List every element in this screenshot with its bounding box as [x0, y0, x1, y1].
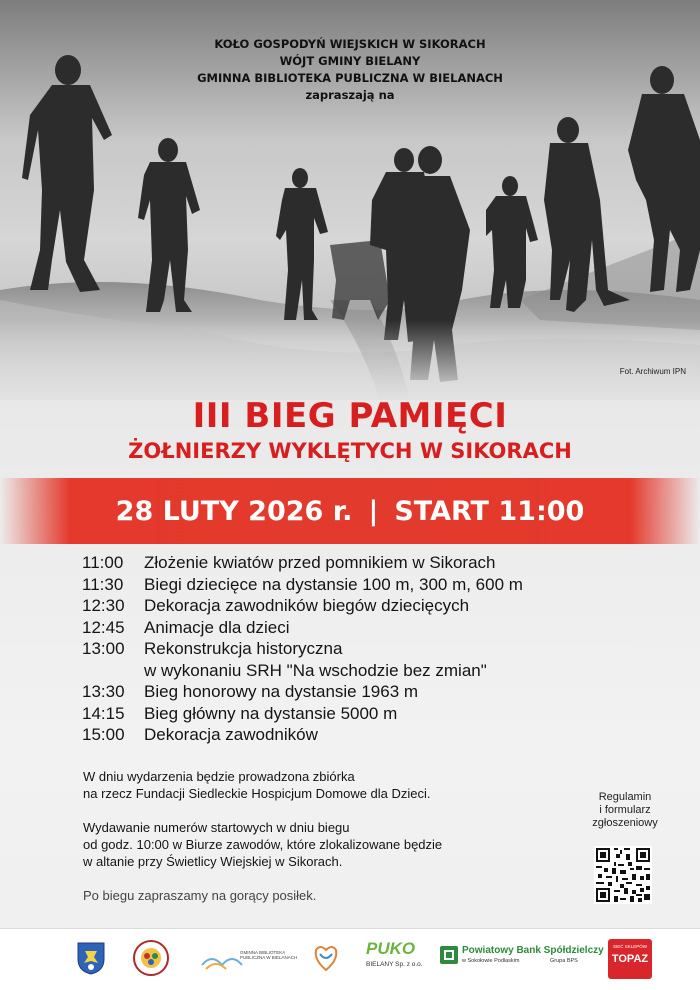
schedule-row: [82, 552, 682, 574]
bib-line-2: od godz. 10:00 w Biurze zawodów, które zlokalizowane będzie: [83, 837, 443, 852]
band-separator: |: [368, 495, 379, 527]
schedule-row: [82, 703, 682, 725]
meal-info: Po biegu zapraszamy na gorący posiłek.: [83, 888, 317, 903]
schedule-desc: Bieg główny na dystansie 5000 m: [144, 703, 398, 723]
schedule-time: 12:30: [82, 596, 125, 615]
bib-line-1: Wydawanie numerów startowych w dniu biegu: [83, 820, 350, 835]
date-start-band: [0, 478, 700, 544]
schedule-row: [82, 574, 682, 596]
schedule-desc: Biegi dziecięce na dystansie 100 m, 300 m, 600 m: [144, 574, 523, 594]
schedule-desc: w wykonaniu SRH "Na wschodzie bez zmian": [144, 660, 487, 680]
kgw-round-logo-icon: [132, 939, 170, 977]
event-date: 28 LUTY 2026 r.: [115, 495, 353, 527]
event-title: III BIEG PAMIĘCI: [192, 396, 508, 436]
puko-logo-sub: BIELANY Sp. z o.o.: [366, 961, 423, 968]
schedule-time: 13:30: [82, 682, 125, 701]
schedule-time: 14:15: [82, 703, 125, 723]
schedule-time: 13:00: [82, 639, 125, 658]
organizers-block: [0, 36, 700, 104]
bib-pickup-info: [83, 819, 442, 870]
puko-logo: PUKO: [366, 939, 416, 958]
schedule-row: [82, 660, 682, 682]
registration-qr-code[interactable]: [594, 846, 652, 904]
bank-location: w Sokołowie Podlaskim: [462, 958, 520, 964]
registration-label: [585, 791, 665, 830]
organizer-line-2: WÓJT GMINY BIELANY: [279, 54, 421, 68]
coat-of-arms-icon: [76, 941, 106, 975]
schedule-row: [82, 724, 682, 746]
schedule-row: [82, 681, 682, 703]
topaz-small-text: SIEĆ SKLEPÓW: [612, 944, 647, 949]
schedule-desc: Rekonstrukcja historyczna: [144, 639, 343, 658]
schedule-time: 11:00: [82, 553, 124, 572]
schedule-time: 15:00: [82, 725, 125, 744]
organizer-line-1: KOŁO GOSPODYŃ WIEJSKICH W SIKORACH: [214, 37, 486, 51]
registration-line-2: i formularz: [599, 804, 651, 816]
bank-name: Powiatowy Bank Spółdzielczy: [462, 945, 604, 956]
schedule-desc: Dekoracja zawodników: [144, 725, 318, 744]
collection-line-1: W dniu wydarzenia będzie prowadzona zbiórka: [83, 769, 355, 784]
photo-credit: Fot. Archiwum IPN: [619, 367, 686, 376]
bank-logo-icon: [440, 946, 458, 964]
registration-line-1: Regulamin: [598, 791, 652, 803]
schedule-time: 12:45: [82, 617, 125, 637]
topaz-logo-text: TOPAZ: [611, 953, 649, 965]
schedule-list: [82, 552, 682, 746]
bank-group: Grupa BPS: [550, 958, 578, 964]
collection-info: [83, 768, 431, 802]
collection-line-2: na rzecz Fundacji Siedleckie Hospicjum Domowe dla Dzieci.: [83, 786, 431, 801]
library-logo-text: GMINNA BIBLIOTEKA PUBLICZNA W BIELANACH: [240, 950, 298, 960]
schedule-row: [82, 595, 682, 617]
registration-line-3: zgłoszeniowy: [592, 817, 658, 829]
schedule-desc: Dekoracja zawodników biegów dziecięcych: [144, 596, 470, 615]
schedule-time: [82, 660, 144, 682]
invite-text: zapraszają na: [305, 88, 395, 102]
schedule-desc: Animacje dla dzieci: [144, 617, 290, 637]
sponsor-footer: [0, 928, 700, 990]
schedule-row: [82, 617, 682, 639]
start-time: START 11:00: [394, 495, 585, 527]
organizer-line-3: GMINNA BIBLIOTEKA PUBLICZNA W BIELANACH: [197, 71, 503, 85]
bib-line-3: w altanie przy Świetlicy Wiejskiej w Sikorach.: [83, 854, 343, 869]
schedule-row: [82, 638, 682, 660]
schedule-desc: Złożenie kwiatów przed pomnikiem w Sikorach: [144, 553, 496, 572]
schedule-desc: Bieg honorowy na dystansie 1963 m: [144, 682, 419, 701]
event-subtitle: ŻOŁNIERZY WYKLĘTYCH W SIKORACH: [128, 439, 572, 463]
schedule-time: 11:30: [82, 574, 124, 594]
hands-heart-logo-icon: [310, 940, 342, 976]
